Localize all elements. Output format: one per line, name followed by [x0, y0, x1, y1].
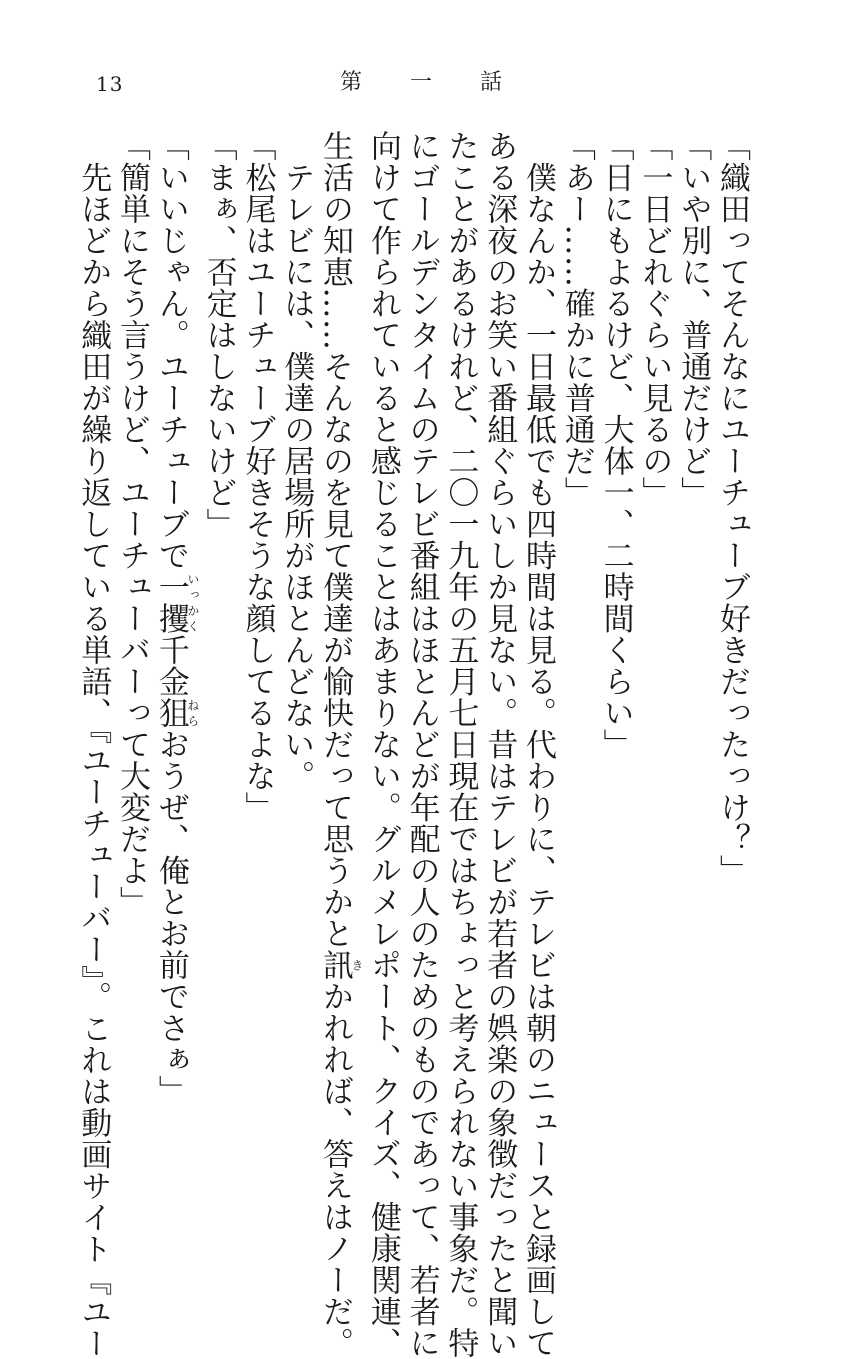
text-segment: かれれば、答えはノーだ。: [317, 980, 354, 1359]
text-line: 「日にもよるけど、大体一、二時間くらい」: [597, 130, 634, 760]
text-line: たことがあるけれど、二〇一九年の五月七日現在ではちょっと考えられない事象だ。特: [442, 130, 479, 1359]
text-line-with-ruby: [151, 130, 199, 1130]
text-segment: 「いいじゃん。ユーチューブで: [152, 130, 189, 571]
text-line: にゴールデンタイムのテレビ番組はほとんどが年配の人のためのものであって、若者に: [403, 130, 440, 1359]
chapter-title: 第一話: [340, 70, 551, 95]
text-line: 向けて作られていると感じることはあまりない。グルメレポート、クイズ、健康関連、: [364, 130, 401, 1359]
text-line: 僕なんか、一日最低でも四時間は見る。代わりに、テレビは朝のニュースと録画して: [520, 130, 557, 1359]
text-line: ある深夜のお笑い番組ぐらいしか見ない。昔はテレビが若者の娯楽の象徴だったと聞い: [481, 130, 518, 1359]
ruby-base: 一攫: [152, 571, 189, 634]
text-line: テレビには、僕達の居場所がほとんどない。: [278, 130, 315, 792]
ruby-reading: き: [350, 949, 365, 981]
ruby-word: [152, 697, 200, 729]
page-number: 13: [96, 72, 124, 96]
text-line: 「いや別に、普通だけど」: [675, 130, 712, 508]
ruby-reading: いっかく: [185, 571, 200, 634]
ruby-reading: ねら: [185, 697, 200, 729]
text-line-with-ruby: [315, 130, 365, 1359]
text-line: 「一日どれぐらい見るの」: [636, 130, 673, 508]
ruby-word: [317, 949, 365, 981]
ruby-base: 狙: [152, 697, 189, 729]
text-line: 先ほどから織田が繰り返している単語、『ユーチューバー』。これは動画サイト『ユー: [75, 130, 112, 1359]
ruby-word: [152, 571, 200, 634]
ruby-base: 訊: [317, 949, 354, 981]
text-line: 「織田ってそんなにユーチューブ好きだったっけ？」: [714, 130, 750, 886]
text-line: 「簡単にそう言うけど、ユーチューバーって大変だよ」: [114, 130, 151, 918]
text-line: 「松尾はユーチューブ好きそうな顔してるよな」: [239, 130, 276, 823]
text-segment: 千金: [152, 634, 189, 697]
text-segment: 生活の知恵……そんなのを見て僕達が愉快だって思うかと: [317, 130, 354, 949]
novel-body-text: [73, 130, 751, 1359]
text-line: 「あー……確かに普通だ」: [558, 130, 595, 508]
text-line: 「まぁ、否定はしないけど」: [200, 130, 237, 540]
text-segment: おうぜ、俺とお前でさぁ」: [152, 728, 189, 1107]
